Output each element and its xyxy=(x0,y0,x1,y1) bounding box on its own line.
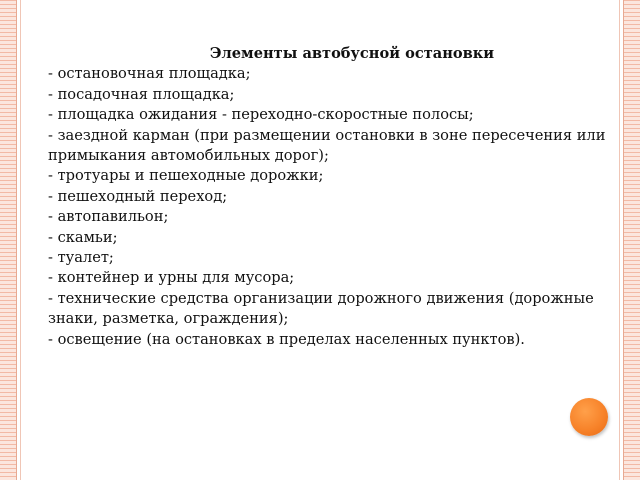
slide-content xyxy=(48,44,608,350)
elements-list xyxy=(48,64,608,350)
list-item: - технические средства организации дорожного движения (дорожные знаки, разметка, ограждения); xyxy=(48,289,594,328)
orange-circle-icon xyxy=(570,398,608,436)
list-item: - площадка ожидания - переходно-скоростные полосы; xyxy=(48,106,474,124)
left-frame-inner-line xyxy=(20,0,21,480)
list-item: - туалет; xyxy=(48,249,114,267)
list-item: - автопавильон; xyxy=(48,208,169,226)
list-item: - контейнер и урны для мусора; xyxy=(48,269,295,287)
right-frame-line xyxy=(623,0,624,480)
list-item: - посадочная площадка; xyxy=(48,85,235,103)
list-item: - остановочная площадка; xyxy=(48,65,251,83)
left-decorative-border xyxy=(0,0,16,480)
list-item: - скамьи; xyxy=(48,228,118,246)
right-frame-inner-line xyxy=(619,0,620,480)
list-item: - освещение (на остановках в пределах населенных пунктов). xyxy=(48,330,525,348)
left-frame-line xyxy=(16,0,17,480)
right-decorative-border xyxy=(624,0,640,480)
list-item: - заездной карман (при размещении остановки в зоне пересечения или примыкания автомобильных дорог); xyxy=(48,126,606,165)
slide-title: Элементы автобусной остановки xyxy=(209,45,495,62)
list-item: - тротуары и пешеходные дорожки; xyxy=(48,167,324,185)
list-item: - пешеходный переход; xyxy=(48,187,228,205)
